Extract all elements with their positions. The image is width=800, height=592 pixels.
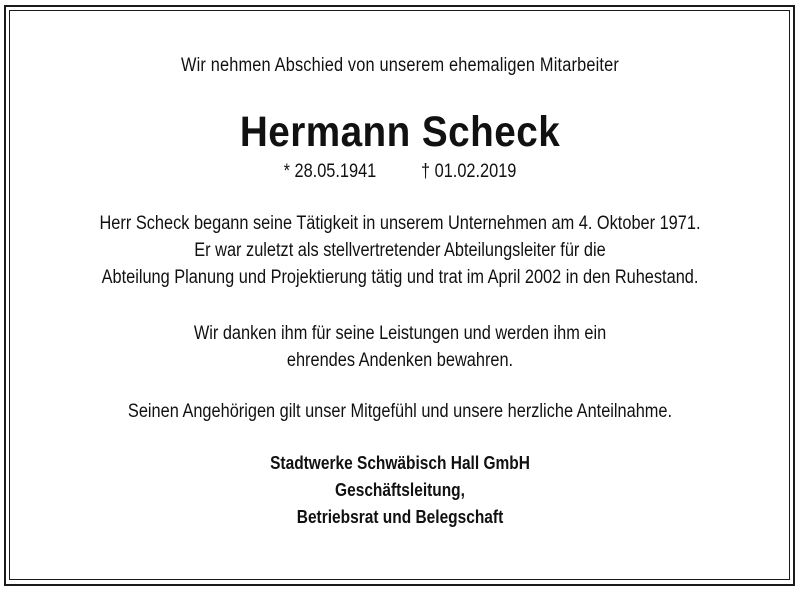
signature-staff: Betriebsrat und Belegschaft bbox=[296, 507, 504, 527]
paragraph-3-line-1: Seinen Angehörigen gilt unser Mitgefühl und unsere herzliche Anteilnahme. bbox=[127, 401, 673, 422]
paragraph-1-line-3: Abteilung Planung und Projektierung tätig und trat im April 2002 in den Ruhestand. bbox=[101, 267, 699, 288]
paragraph-2-line-1: Wir danken ihm für seine Leistungen und werden ihm ein bbox=[193, 323, 607, 344]
signature-company: Stadtwerke Schwäbisch Hall GmbH bbox=[270, 453, 530, 473]
paragraph-1-line-1: Herr Scheck begann seine Tätigkeit in unserem Unternehmen am 4. Oktober 1971. bbox=[99, 213, 701, 234]
birth-date: * 28.05.1941 bbox=[283, 161, 377, 182]
life-dates bbox=[56, 161, 744, 183]
paragraph-1-line-2: Er war zuletzt als stellvertretender Abteilungsleiter für die bbox=[194, 240, 606, 261]
deceased-name: Hermann Scheck bbox=[239, 108, 561, 156]
signature-management: Geschäftsleitung, bbox=[335, 480, 465, 500]
intro-line: Wir nehmen Abschied von unserem ehemaligen Mitarbeiter bbox=[181, 55, 619, 76]
paragraph-2-line-2: ehrendes Andenken bewahren. bbox=[286, 350, 514, 371]
death-date: † 01.02.2019 bbox=[420, 161, 517, 182]
